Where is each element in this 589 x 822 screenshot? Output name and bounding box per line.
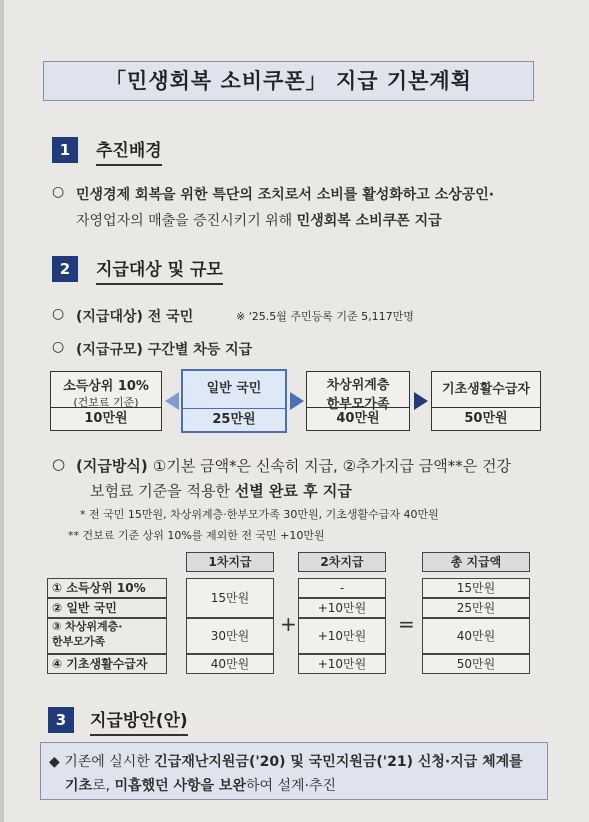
table-cell-second: - [298,578,386,598]
section-number: 1 [52,137,78,163]
tier-amount: 25만원 [183,408,285,431]
equals-sign: = [398,612,415,636]
tier-name: 차상위계층 [326,378,390,393]
plan-emphasis: 기초 [65,778,93,794]
table-header-first: 1차지급 [186,552,274,572]
plan-text: 로, [92,778,115,794]
table-header-total: 총 지급액 [422,552,530,572]
tier-name: 소득상위 10% [63,379,149,394]
background-line-1: 민생경제 회복을 위한 특단의 조치로서 소비를 활성화하고 소상공인· [76,187,495,203]
section-title: 추진배경 [96,136,162,166]
section-title: 지급대상 및 규모 [96,255,223,285]
tier-near-poor [306,371,410,431]
tier-basic-livelihood [431,371,541,431]
table-cell-total: 25만원 [422,598,530,618]
tier-top10 [50,371,162,431]
document-title: 「민생회복 소비쿠폰」 지급 기본계획 [43,61,534,101]
table-row-label: ④ 기초생활수급자 [47,654,167,674]
arrow-left-icon [165,392,179,410]
scale-bullet: ○ [52,339,65,355]
method-line-1 [76,455,511,476]
section-number: 3 [48,707,74,733]
table-row-label: ① 소득상위 10% [47,578,167,598]
table-row-label: ② 일반 국민 [47,598,167,618]
tier-sub: 한부모가족 [326,397,390,412]
table-row-label: ③ 차상위계층· 한부모가족 [47,618,167,654]
plan-box [40,742,548,800]
plan-line-2 [65,775,336,795]
section-number: 2 [52,256,78,282]
background-line-2 [76,210,442,230]
table-cell-total: 50만원 [422,654,530,674]
table-cell-total: 40만원 [422,618,530,654]
table-cell-first-merged: 15만원 [186,578,274,618]
tier-general [181,369,287,433]
scale-label: (지급규모) 구간별 차등 지급 [76,342,253,358]
plan-emphasis: 미흡했던 사항을 보완 [114,778,246,794]
plus-sign: + [280,612,297,636]
plan-bullet: ◆ [49,754,60,770]
method-text-2: 보험료 기준을 적용한 [90,482,235,500]
tier-amount: 40만원 [307,407,409,430]
background-line-2-text: 자영업자의 매출을 증진시키기 위해 [76,213,297,229]
tier-name: 일반 국민 [206,381,262,396]
table-cell-first: 30만원 [186,618,274,654]
table-cell-second: +10만원 [298,654,386,674]
plan-line-1 [49,751,523,771]
target-label: (지급대상) 전 국민 [76,309,194,325]
background-bullet: ○ [52,184,65,200]
plan-emphasis: 긴급재난지원금('20) 및 국민지원금('21) 신청·지급 체계를 [154,754,523,770]
tier-sub: (건보료 기준) [73,396,139,409]
target-bullet: ○ [52,306,65,322]
arrow-right-icon [414,392,428,410]
plan-text: 하여 설계·추진 [245,778,337,794]
table-cell-second: +10만원 [298,598,386,618]
table-cell-first: 40만원 [186,654,274,674]
tier-amount: 10만원 [51,407,161,430]
background-line-2-emphasis: 민생회복 소비쿠폰 지급 [296,213,442,229]
method-footnote-1: * 전 국민 15만원, 차상위계층·한부모가족 30만원, 기초생활수급자 40만원 [80,508,439,521]
plan-text: 기존에 실시한 [64,754,155,770]
table-header-second: 2차지급 [298,552,386,572]
table-cell-total: 15만원 [422,578,530,598]
section-title: 지급방안(안) [90,706,188,736]
arrow-right-icon [290,392,304,410]
method-label: (지급방식) [76,457,153,475]
method-emphasis: 선별 완료 후 지급 [234,482,352,500]
table-cell-second: +10만원 [298,618,386,654]
target-note: ※ '25.5월 주민등록 기준 5,117만명 [236,310,414,323]
tier-name: 기초생활수급자 [442,382,530,397]
method-bullet: ○ [52,455,66,473]
method-text: ①기본 금액*은 신속히 지급, ②추가지급 금액**은 건강 [152,457,511,475]
tier-amount: 50만원 [432,407,540,430]
method-line-2 [90,480,352,501]
method-footnote-2: ** 건보료 기준 상위 10%를 제외한 전 국민 +10만원 [68,529,325,542]
